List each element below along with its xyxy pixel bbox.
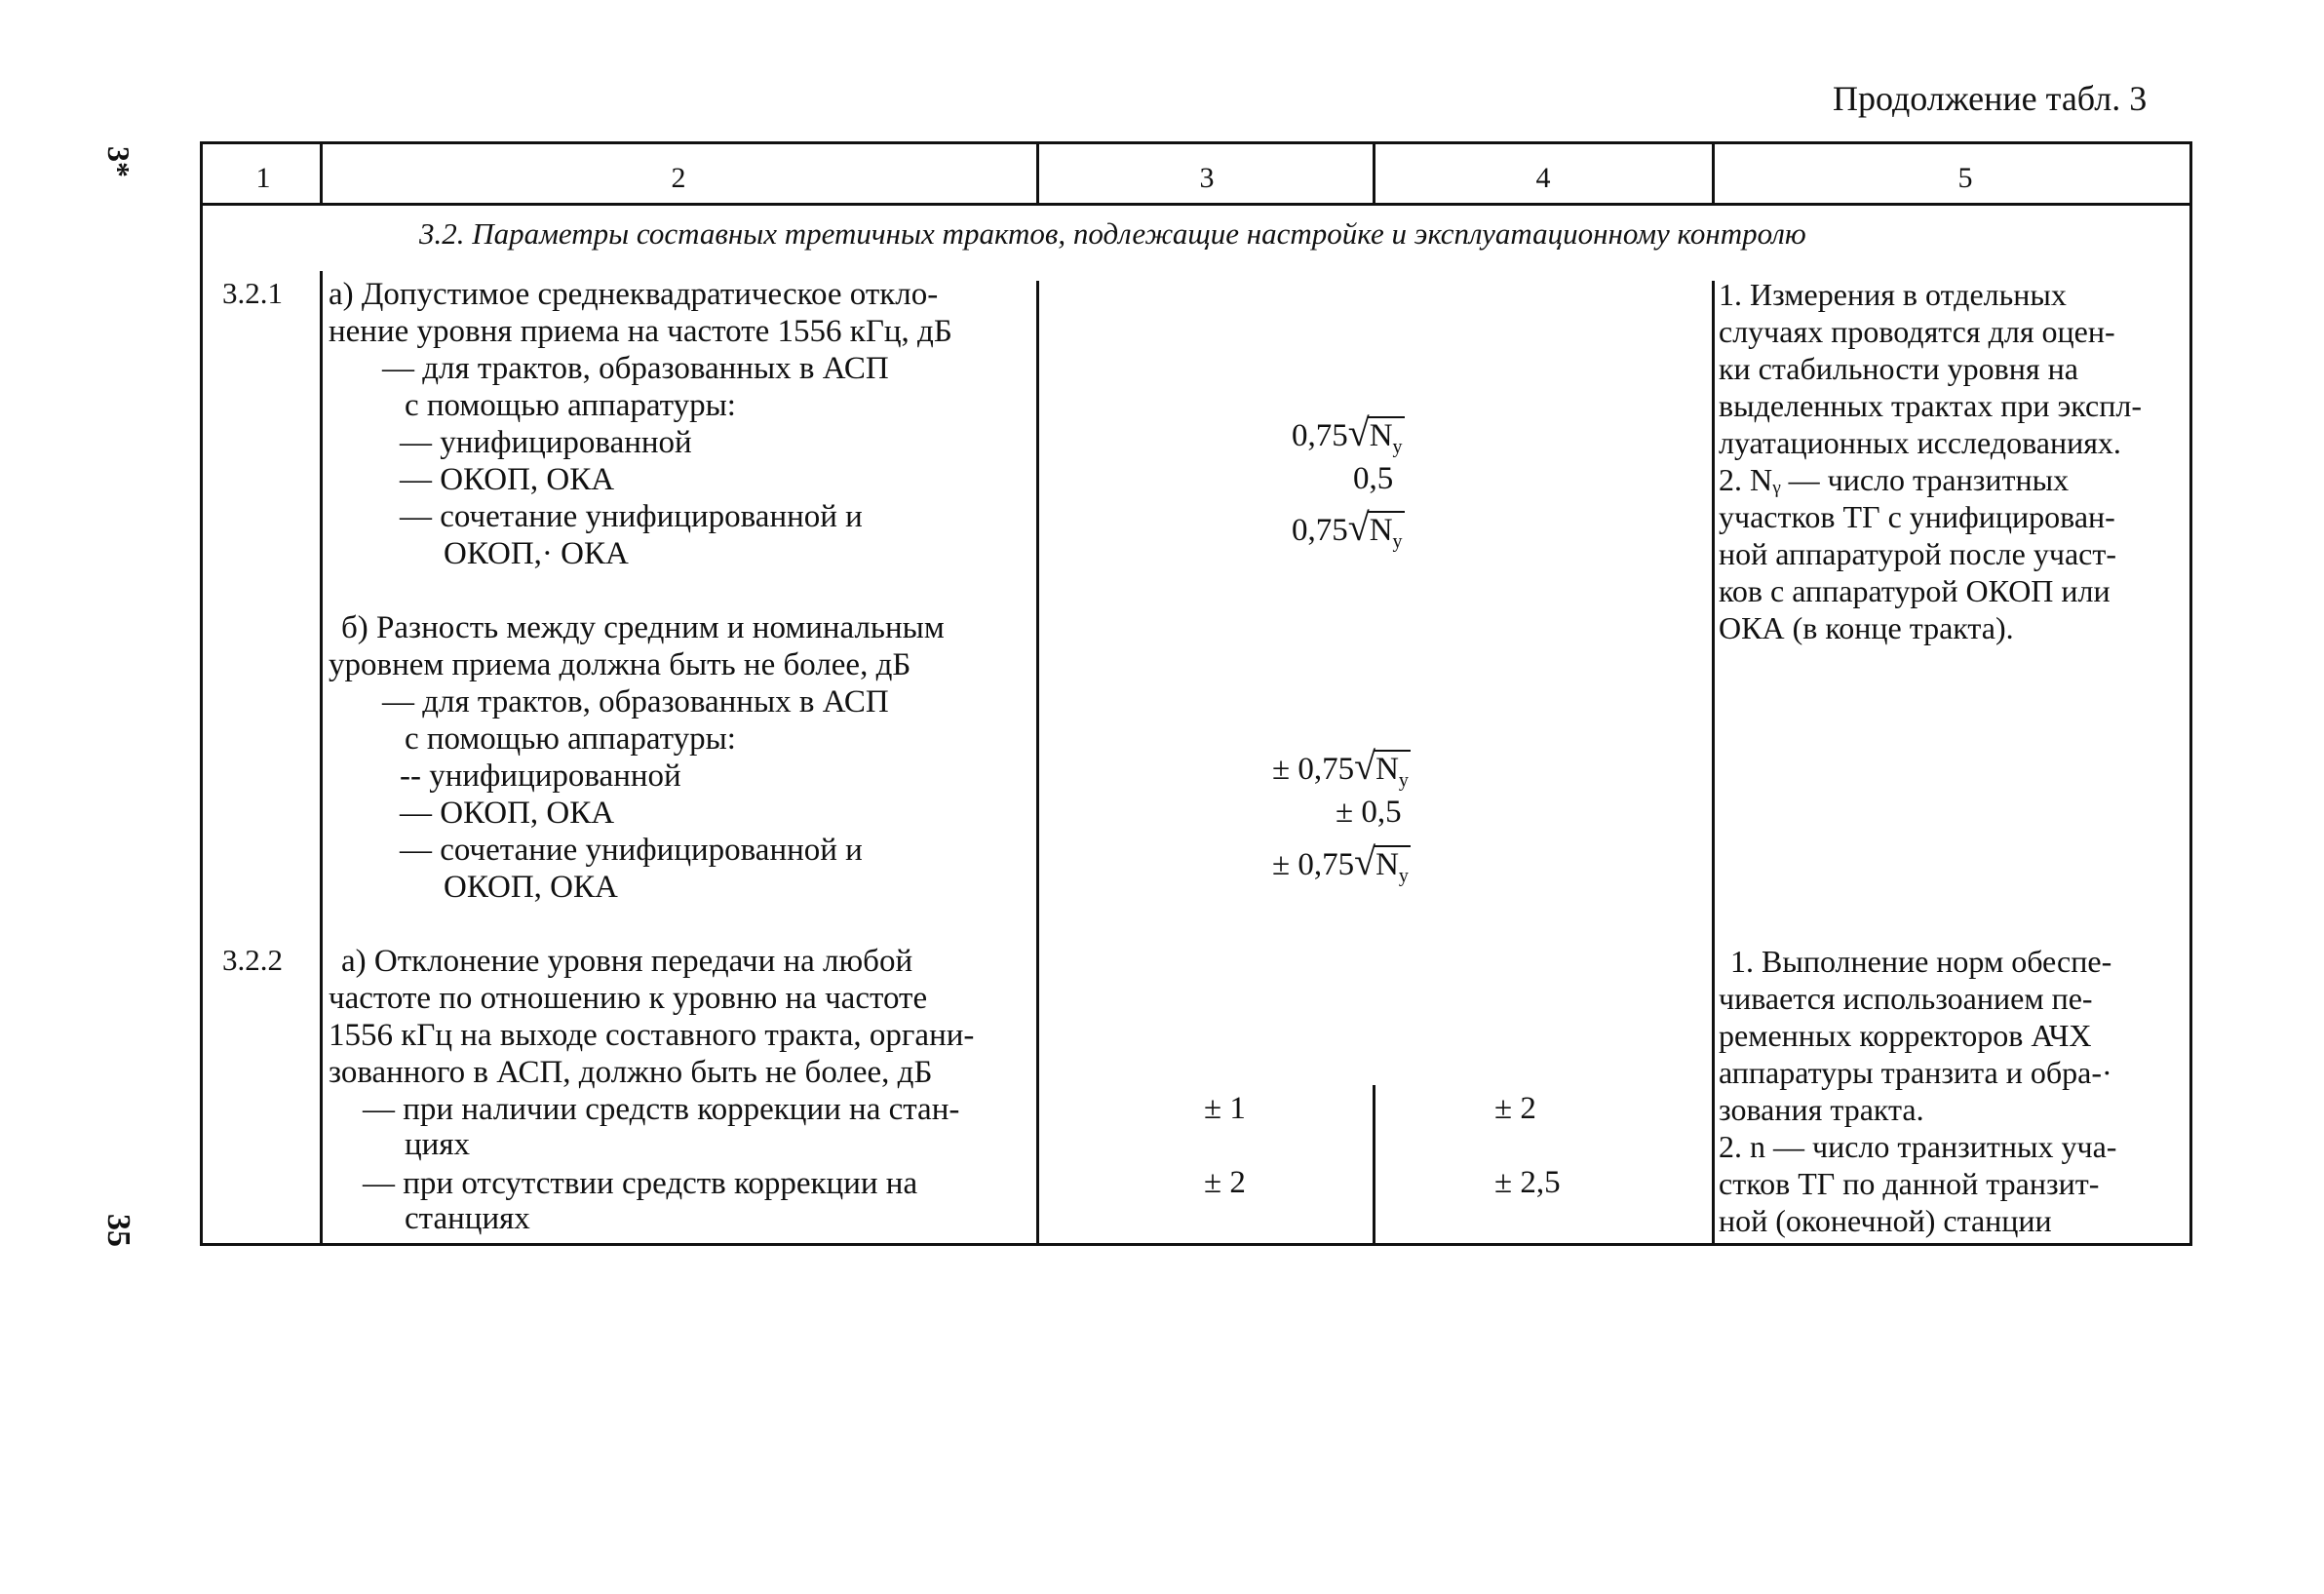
continuation-label: Продолжение табл. 3 — [1833, 79, 2148, 118]
row1-b-value-combined: ± $0,75√N_y$ — [1272, 839, 1409, 887]
column-header-4: 4 — [1535, 162, 1551, 194]
row1-b-line: б) Разность между средним и номинальным — [341, 610, 945, 645]
row2-col4-without-correction: ± 2,5 — [1494, 1165, 1561, 1200]
row2-line: 1556 кГц на выходе составного тракта, органи- — [329, 1018, 975, 1053]
row2-col3-with-correction: ± 1 — [1204, 1091, 1246, 1126]
header-separator — [203, 203, 2189, 206]
column-header-2: 2 — [671, 162, 686, 194]
row2-line: — при отсутствии средств коррекции на — [363, 1166, 918, 1201]
body-divider — [1712, 281, 1715, 1246]
body-divider — [320, 271, 323, 1246]
row1-a-line: — для трактов, образованных в АСП — [382, 351, 889, 386]
header-divider — [1373, 144, 1375, 205]
row2-note-line: 2. n — число транзитных уча- — [1719, 1129, 2117, 1164]
row1-note-line: ОКА (в конце тракта). — [1719, 610, 2014, 645]
row1-b-line: с помощью аппаратуры: — [405, 721, 736, 757]
row1-a-value-okop: 0,5 — [1353, 461, 1394, 496]
row1-note-line: 2. Nᵧ — число транзитных — [1719, 462, 2070, 497]
row2-note-line: 1. Выполнение норм обеспе- — [1730, 944, 2112, 979]
body-divider-col4 — [1373, 1085, 1375, 1246]
row2-note-line: чивается использоанием пе- — [1719, 981, 2093, 1016]
row2-note-line: ной (оконечной) станции — [1719, 1203, 2052, 1238]
column-header-5: 5 — [1957, 162, 1973, 194]
row1-note-line: 1. Измерения в отдельных — [1719, 277, 2067, 312]
row1-b-line: -- унифицированной — [400, 758, 681, 794]
row1-note-line: ной аппаратурой после участ- — [1719, 536, 2116, 571]
row2-col3-without-correction: ± 2 — [1204, 1165, 1246, 1200]
row1-note-line: выделенных трактах при экспл- — [1719, 388, 2142, 423]
row1-b-value-unified: ± $0,75√N_y$ — [1272, 744, 1409, 792]
row1-a-line: — сочетание унифицированной и — [400, 499, 863, 534]
row1-note-line: луатационных исследованиях. — [1719, 425, 2121, 460]
row1-a-value-combined: $0,75√N_y$ — [1292, 505, 1403, 553]
row-number-3-2-1: 3.2.1 — [222, 276, 283, 310]
row2-line: частоте по отношению к уровню на частоте — [329, 981, 928, 1016]
row2-line: а) Отклонение уровня передачи на любой — [341, 944, 913, 979]
row1-b-line: — ОКОП, ОКА — [400, 796, 615, 831]
row1-a-line: ОКОП,· ОКА — [444, 536, 629, 571]
row2-note-line: ременных корректоров АЧХ — [1719, 1018, 2092, 1053]
row2-note-line: аппаратуры транзита и обра-· — [1719, 1055, 2112, 1090]
row1-a-line: а) Допустимое среднеквадратическое откло- — [329, 277, 939, 312]
row1-b-line: — для трактов, образованных в АСП — [382, 684, 889, 719]
row2-line: циях — [405, 1127, 470, 1162]
row2-note-line: стков ТГ по данной транзит- — [1719, 1166, 2100, 1201]
row1-note-line: участков ТГ с унифицирован- — [1719, 499, 2115, 534]
row1-note-line: ков с аппаратурой ОКОП или — [1719, 573, 2111, 608]
row1-note-line: случаях проводятся для оцен- — [1719, 314, 2115, 349]
row1-a-line: с помощью аппаратуры: — [405, 388, 736, 423]
row2-line: зованного в АСП, должно быть не более, дБ — [329, 1055, 933, 1090]
row2-line: станциях — [405, 1201, 530, 1236]
body-divider — [1036, 281, 1039, 1246]
column-header-1: 1 — [255, 162, 271, 194]
section-title: 3.2. Параметры составных третичных трактов, подлежащие настройке и эксплуатационному контролю — [419, 216, 1806, 251]
row2-note-line: зования тракта. — [1719, 1092, 1924, 1127]
row1-b-value-okop: ± 0,5 — [1336, 795, 1402, 830]
row1-a-value-unified: $0,75√N_y$ — [1292, 410, 1403, 458]
row2-line: — при наличии средств коррекции на стан- — [363, 1092, 960, 1127]
header-divider — [1712, 144, 1715, 205]
row1-a-line: — ОКОП, ОКА — [400, 462, 615, 497]
header-divider — [320, 144, 323, 205]
row1-b-line: уровнем приема должна быть не более, дБ — [329, 647, 911, 682]
page-number: 35 — [100, 1214, 136, 1247]
row1-b-line: ОКОП, ОКА — [444, 870, 618, 905]
column-header-3: 3 — [1199, 162, 1215, 194]
page-mark-top: 3* — [101, 146, 136, 177]
row1-b-line: — сочетание унифицированной и — [400, 833, 863, 868]
row1-note-line: ки стабильности уровня на — [1719, 351, 2078, 386]
header-divider — [1036, 144, 1039, 205]
row-number-3-2-2: 3.2.2 — [222, 943, 283, 977]
row1-a-line: — унифицированной — [400, 425, 692, 460]
row1-a-line: нение уровня приема на частоте 1556 кГц, дБ — [329, 314, 952, 349]
row2-col4-with-correction: ± 2 — [1494, 1091, 1536, 1126]
